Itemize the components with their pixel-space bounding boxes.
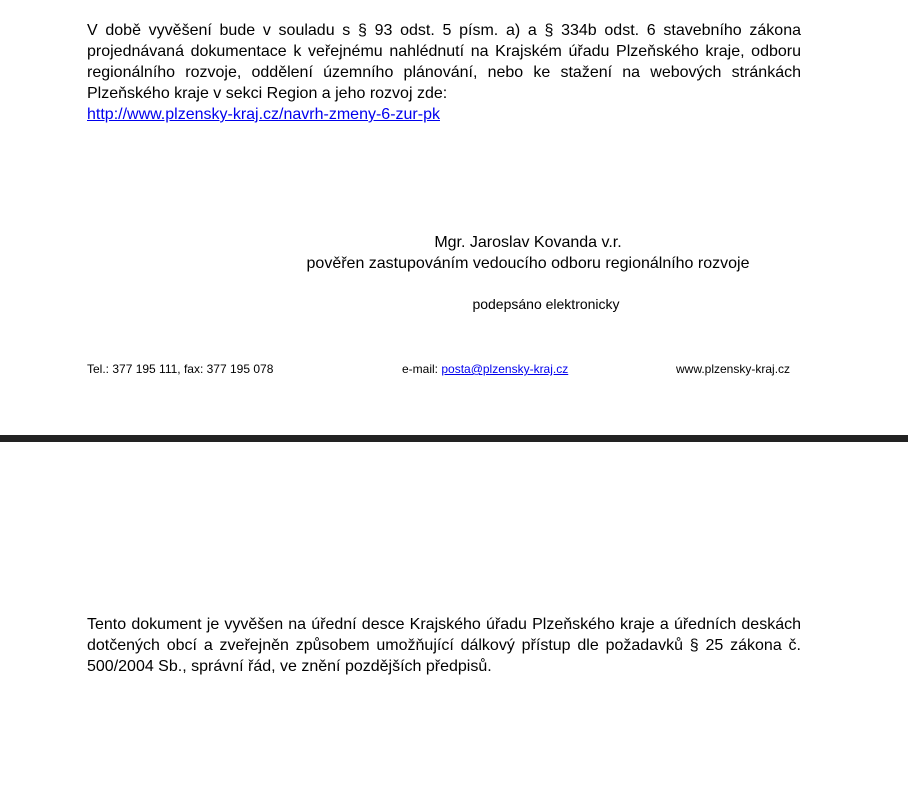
email-link[interactable]: posta@plzensky-kraj.cz <box>441 362 569 376</box>
document-link[interactable]: http://www.plzensky-kraj.cz/navrh-zmeny-6-zur-pk <box>87 106 440 123</box>
page-divider <box>0 435 908 442</box>
footer-website: www.plzensky-kraj.cz <box>676 362 791 376</box>
notice-text: V době vyvěšení bude v souladu s § 93 odst. 5 písm. a) a § 334b odst. 6 stavebního zákona projednávaná dokumentace k veřejnému nahlédnutí na Krajském úřadu Plzeňského kraje, odboru regionálního rozvoje, oddělení územního plánování, nebo ke stažení na webových stránkách Plzeňského kraje v sekci Region a jeho rozvoj zde: <box>87 22 801 102</box>
footer-email-label: e-mail: <box>402 362 442 376</box>
signatory-role: pověřen zastupováním vedoucího odboru regionálního rozvoje <box>306 255 750 272</box>
footer-email <box>402 362 568 377</box>
posting-paragraph: Tento dokument je vyvěšen na úřední desce Krajského úřadu Plzeňského kraje a úředních deskách dotčených obcí a zveřejněn způsobem umožňující dálkový přístup dle požadavků § 25 zákona č. 500/2004 Sb., správní řád, ve znění pozdějších předpisů. <box>87 616 801 675</box>
signatory-name: Mgr. Jaroslav Kovanda v.r. <box>434 234 622 251</box>
signature-note: podepsáno elektronicky <box>472 296 620 312</box>
footer-phone: Tel.: 377 195 111, fax: 377 195 078 <box>87 362 274 376</box>
notice-paragraph <box>87 20 801 125</box>
